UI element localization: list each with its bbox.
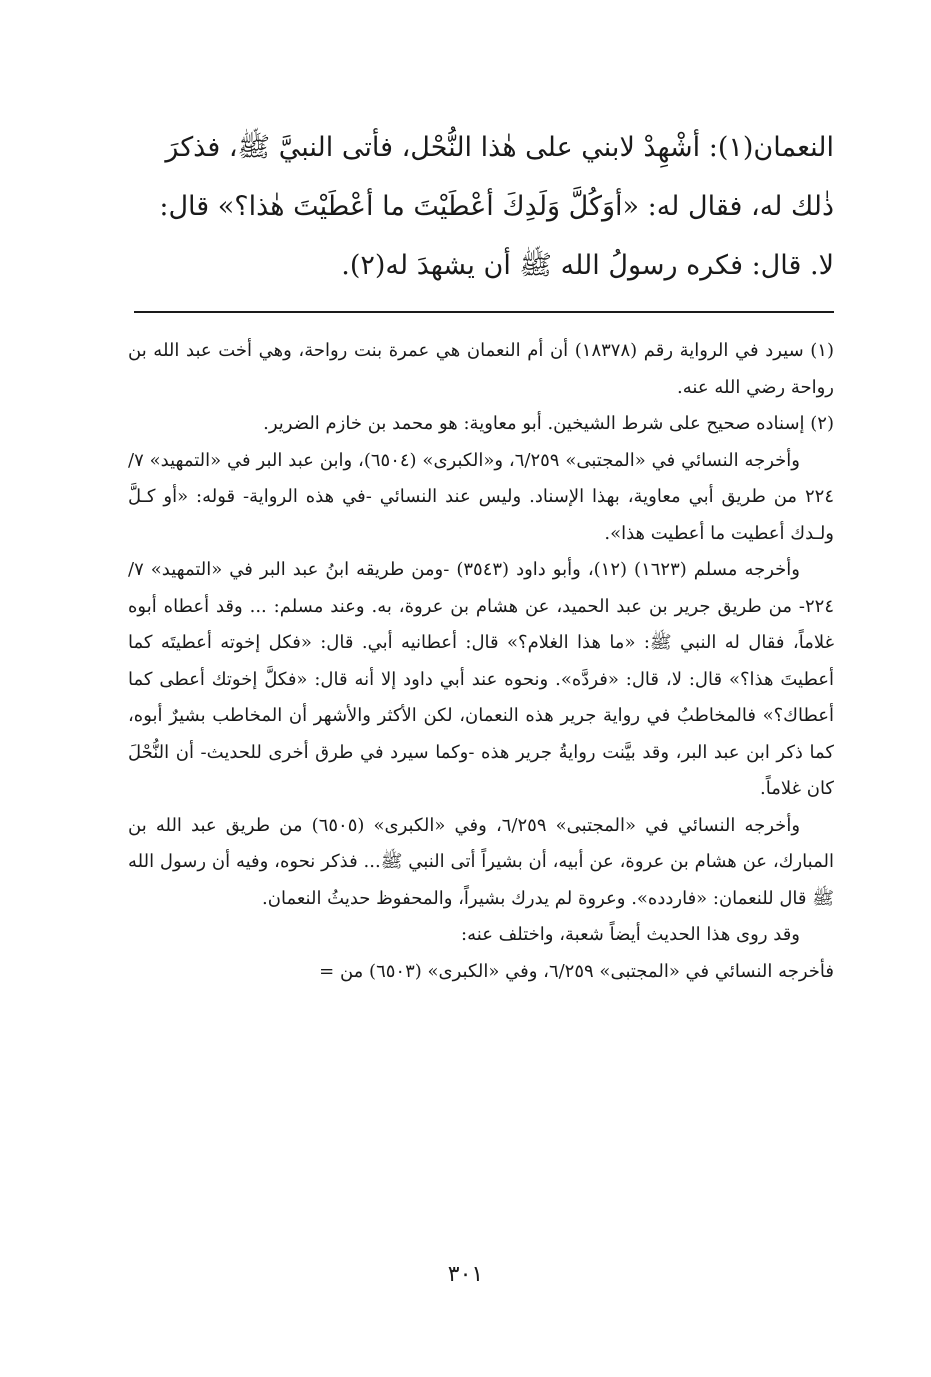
footnote-paragraph: وأخرجه مسلم (١٦٢٣) (١٢)، وأبو داود (٣٥٤٣) -ومن طريقه ابنُ عبد البر في «التمهيد» ٧/ ٢٢٤- من طريق جرير بن عبد الحميد، عن هشام بن عروة، به. وعند مسلم: ... وقد أعطاه أبوه غلاماً، فقال له النبي ﷺ: «ما هذا الغلام؟» قال: أعطانيه أبي. قال: «فكل إخوته أعطيتَه كما أعطيتَ هذا؟» قال: لا، قال: «فردَّه». ونحوه عند أبي داود إلا أنه قال: «فكلَّ إخوتك أعطى كما أعطاك؟» فالمخاطبُ في رواية جرير هذه النعمان، لكن الأكثر والأشهر أن المخاطب بشيرٌ أبوه، كما ذكر ابن عبد البر، وقد بيَّنت روايةُ جرير هذه -وكما سيرد في طرق أخرى للحديث- أن النُّحْلَ كان غلاماً.	[128, 559, 834, 799]
footnote-paragraph: فأخرجه النسائي في «المجتبى» ٦/٢٥٩، وفي «الكبرى» (٦٥٠٣) من =	[319, 960, 834, 982]
main-line: ذٰلك له، فقال له: «أوَكُلَّ وَلَدِكَ أعْطَيْتَ ما أعْطَيْتَ هٰذا؟» قال:	[159, 191, 834, 222]
footnote-separator	[134, 311, 834, 313]
page-body	[128, 118, 834, 990]
footnote-paragraph: وأخرجه النسائي في «المجتبى» ٦/٢٥٩، وفي «الكبرى» (٦٥٠٥) من طريق عبد الله بن المبارك، عن هشام بن عروة، عن أبيه، أن بشيراً أتى النبي ﷺ... فذكر نحوه، وفيه أن رسول الله ﷺ قال للنعمان: «فاردده». وعروة لم يدرك بشيراً، والمحفوظ حديثُ النعمان.	[128, 814, 834, 909]
main-text	[128, 118, 834, 295]
footnote-paragraph: وقد روى هذا الحديث أيضاً شعبة، واختلف عنه:	[461, 924, 800, 945]
main-line: لا. قال: فكره رسولُ الله ﷺ أن يشهدَ له(٢).	[341, 250, 834, 281]
main-line: النعمان(١): أشْهِدْ لابني على هٰذا النُّحْل، فأتى النبيَّ ﷺ، فذكرَ	[165, 132, 834, 163]
footnote-paragraph: وأخرجه النسائي في «المجتبى» ٦/٢٥٩، و«الكبرى» (٦٥٠٤)، وابن عبد البر في «التمهيد» ٧/ ٢٢٤ من طريق أبي معاوية، بهذا الإسناد. وليس عند النسائي -في هذه الرواية- قوله: «أو كـلَّ ولـدك أعطيت ما أعطيت هذا».	[128, 449, 834, 544]
footnote-2: (٢) إسناده صحيح على شرط الشيخين. أبو معاوية: هو محمد بن خازم الضرير.	[263, 413, 834, 434]
page-number: ٣٠١	[447, 1262, 484, 1287]
footnote-1: (١) سيرد في الرواية رقم (١٨٣٧٨) أن أم النعمان هي عمرة بنت رواحة، وهي أخت عبد الله بن رواحة رضي الله عنه.	[128, 340, 834, 398]
footnotes	[128, 333, 834, 990]
